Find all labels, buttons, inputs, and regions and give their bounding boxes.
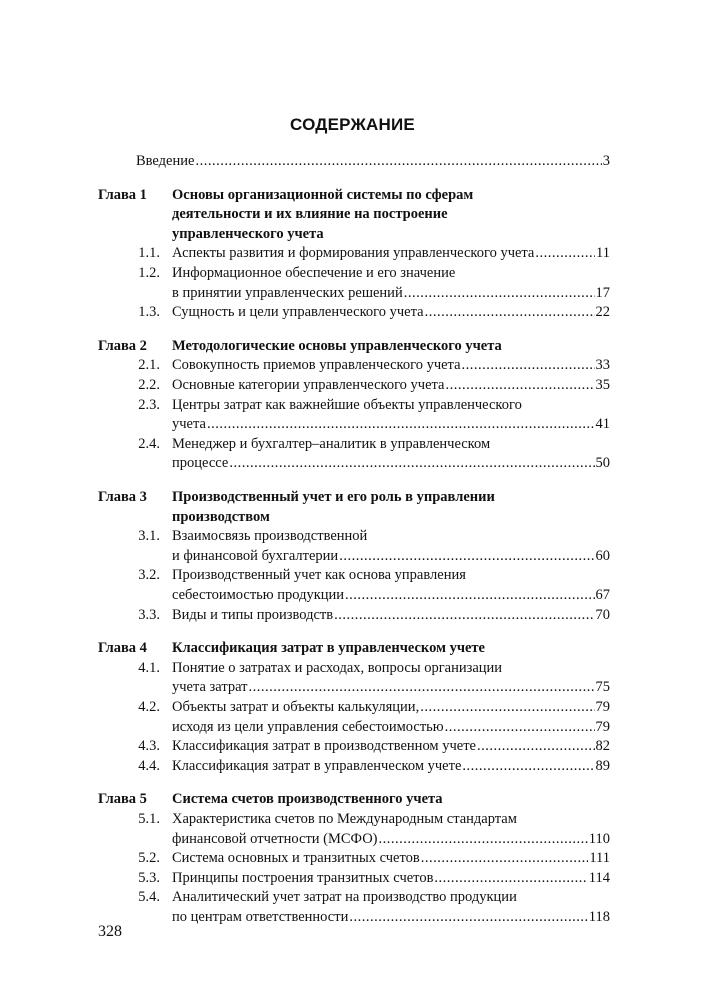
toc-entry[interactable] xyxy=(172,829,610,849)
section-number: 5.3. xyxy=(138,869,160,886)
section-number: 5.1. xyxy=(138,811,160,827)
toc-entry[interactable] xyxy=(172,848,610,868)
chapter-title: Основы организационной системы по сферам xyxy=(172,186,474,203)
entry-page: 11 xyxy=(596,245,610,262)
entry-page: 60 xyxy=(595,547,610,564)
leader-dots xyxy=(195,151,601,171)
chapter-label: Глава 4 xyxy=(98,640,147,657)
leader-dots xyxy=(434,868,587,888)
leader-dots xyxy=(249,677,595,697)
entry-text: Основные категории управленческого учета xyxy=(172,377,445,393)
section-number: 3.3. xyxy=(138,606,160,623)
chapter-title: Классификация затрат в управленческом учете xyxy=(172,640,485,657)
section-number: 1.3. xyxy=(138,304,160,321)
entry-page: 35 xyxy=(595,377,610,393)
chapter-label: Глава 3 xyxy=(98,489,147,505)
entry-text: финансовой отчетности (МСФО) xyxy=(172,830,378,847)
section-number: 4.4. xyxy=(138,757,160,774)
entry-text: учета затрат xyxy=(172,679,248,696)
leader-dots xyxy=(462,355,595,375)
entry-page: 89 xyxy=(595,757,610,774)
entry-page: 41 xyxy=(595,416,610,433)
leader-dots xyxy=(462,756,594,776)
toc-entry-text: Взаимосвязь производственной xyxy=(172,528,368,545)
entry-page: 3 xyxy=(602,153,610,169)
toc-entry[interactable] xyxy=(172,375,610,395)
chapter-title: производством xyxy=(172,508,270,525)
entry-page: 70 xyxy=(595,606,610,623)
chapter-label: Глава 1 xyxy=(98,186,147,203)
entry-text: Аспекты развития и формирования управленческого учета xyxy=(172,245,535,262)
entry-text: процессе xyxy=(172,455,229,472)
section-number: 5.2. xyxy=(138,850,160,867)
entry-page: 82 xyxy=(595,738,610,755)
chapter-title: Производственный учет и его роль в управлении xyxy=(172,489,495,505)
toc-entry[interactable] xyxy=(172,453,610,473)
toc-entry[interactable] xyxy=(172,717,610,737)
leader-dots xyxy=(345,585,594,605)
entry-text: исходя из цели управления себестоимостью xyxy=(172,718,444,735)
section-number: 4.2. xyxy=(138,699,160,715)
section-number: 3.1. xyxy=(138,528,160,545)
toc-entry[interactable] xyxy=(172,907,610,927)
leader-dots xyxy=(207,414,595,434)
entry-page: 114 xyxy=(588,869,610,886)
leader-dots xyxy=(477,736,595,756)
chapter-title: деятельности и их влияние на построение xyxy=(172,206,448,223)
leader-dots xyxy=(535,243,595,263)
toc-entry[interactable] xyxy=(172,546,610,566)
toc-entry[interactable] xyxy=(172,736,610,756)
page-number: 328 xyxy=(98,923,122,940)
leader-dots xyxy=(379,829,588,849)
toc-entry[interactable] xyxy=(172,283,610,303)
section-number: 4.3. xyxy=(138,738,160,755)
toc-entry-text: Производственный учет как основа управления xyxy=(172,567,466,584)
page-title: СОДЕРЖАНИЕ xyxy=(290,115,415,134)
entry-page: 110 xyxy=(588,830,610,847)
entry-text: по центрам ответственности xyxy=(172,909,349,925)
section-number: 2.2. xyxy=(138,377,160,393)
toc-entry[interactable] xyxy=(172,756,610,776)
entry-text: Сущность и цели управленческого учета xyxy=(172,304,424,321)
entry-text: и финансовой бухгалтерии xyxy=(172,547,339,564)
leader-dots xyxy=(334,605,594,625)
leader-dots xyxy=(420,697,594,717)
entry-text: Классификация затрат в производственном учете xyxy=(172,738,476,755)
entry-page: 75 xyxy=(595,679,610,696)
section-number: 2.4. xyxy=(138,435,160,452)
toc-entry[interactable] xyxy=(172,243,610,263)
toc-entry-text: Менеджер и бухгалтер–аналитик в управленческом xyxy=(172,435,491,452)
leader-dots xyxy=(339,546,594,566)
entry-text: Система основных и транзитных счетов xyxy=(172,850,420,867)
entry-text: Объекты затрат и объекты калькуляции, xyxy=(172,699,420,715)
entry-text: Совокупность приемов управленческого учета xyxy=(172,357,461,374)
entry-page: 118 xyxy=(588,909,610,925)
section-number: 4.1. xyxy=(138,659,160,676)
section-number: 1.1. xyxy=(138,245,160,262)
chapter-title: Система счетов производственного учета xyxy=(172,791,443,808)
toc-entry[interactable] xyxy=(172,585,610,605)
toc-entry-text: Центры затрат как важнейшие объекты управленческого xyxy=(172,396,522,413)
toc-entry[interactable] xyxy=(172,302,610,322)
leader-dots xyxy=(421,848,589,868)
chapter-label: Глава 2 xyxy=(98,337,147,354)
chapter-title: управленческого учета xyxy=(172,225,324,242)
toc-entry-text: Аналитический учет затрат на производство продукции xyxy=(172,889,517,906)
toc-entry-intro[interactable] xyxy=(136,151,610,171)
chapter-label: Глава 5 xyxy=(98,791,147,808)
toc-entry-text: Характеристика счетов по Международным стандартам xyxy=(172,811,517,827)
leader-dots xyxy=(229,453,594,473)
entry-page: 33 xyxy=(595,357,610,374)
entry-page: 111 xyxy=(589,850,610,867)
entry-page: 67 xyxy=(595,587,610,603)
toc-entry[interactable] xyxy=(172,605,610,625)
entry-text: в принятии управленческих решений xyxy=(172,284,403,301)
entry-page: 50 xyxy=(595,455,610,472)
entry-text: Принципы построения транзитных счетов xyxy=(172,869,434,886)
toc-entry[interactable] xyxy=(172,677,610,697)
leader-dots xyxy=(445,375,594,395)
entry-text: себестоимостью продукции xyxy=(172,587,345,603)
toc-entry-text: Понятие о затратах и расходах, вопросы организации xyxy=(172,659,503,676)
entry-text: Виды и типы производств xyxy=(172,606,334,623)
toc-entry[interactable] xyxy=(172,868,610,888)
section-number: 1.2. xyxy=(138,265,160,281)
toc-entry[interactable] xyxy=(172,414,610,434)
toc-entry-text: Информационное обеспечение и его значение xyxy=(172,265,456,281)
entry-page: 79 xyxy=(595,699,610,715)
toc-entry[interactable] xyxy=(172,355,610,375)
leader-dots xyxy=(425,302,595,322)
entry-page: 79 xyxy=(595,718,610,735)
section-number: 5.4. xyxy=(138,889,160,906)
entry-page: 22 xyxy=(595,304,610,321)
section-number: 2.3. xyxy=(138,396,160,413)
leader-dots xyxy=(404,283,595,303)
toc-entry[interactable] xyxy=(172,697,610,717)
leader-dots xyxy=(445,717,595,737)
entry-text: Введение xyxy=(136,153,195,169)
entry-page: 17 xyxy=(595,284,610,301)
section-number: 2.1. xyxy=(138,357,160,374)
chapter-title: Методологические основы управленческого учета xyxy=(172,337,502,354)
section-number: 3.2. xyxy=(138,567,160,584)
entry-text: учета xyxy=(172,416,206,433)
leader-dots xyxy=(349,907,587,927)
entry-text: Классификация затрат в управленческом учете xyxy=(172,757,462,774)
